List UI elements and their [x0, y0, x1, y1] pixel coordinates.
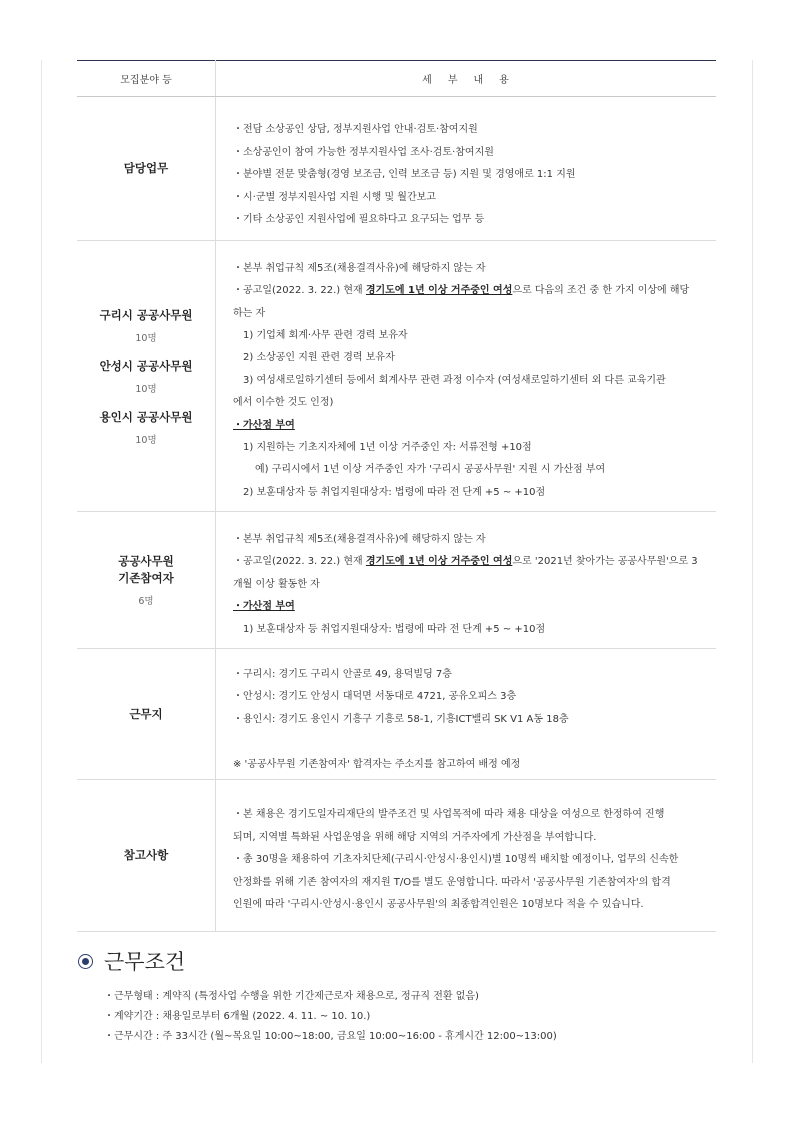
row-content [216, 780, 717, 932]
text-segment: 2) 보훈대상자 등 취업지원대상자: 법령에 따라 전 단계 +5 ~ +10점 [243, 486, 546, 498]
row-label [77, 780, 216, 932]
page-border-left [41, 60, 42, 1063]
text-segment: ・용인시: 경기도 용인시 기흥구 기흥로 58-1, 기흥ICT밸리 SK V1 A동 18층 [233, 713, 569, 725]
text-segment: ・공고일(2022. 3. 22.) 현재 [233, 556, 366, 568]
text-segment: 2) 소상공인 지원 관련 경력 보유자 [243, 352, 395, 364]
highlight-text: 경기도에 1년 이상 거주중인 여성 [365, 556, 513, 568]
table-row [77, 97, 716, 241]
row-label [77, 97, 216, 241]
content-line [233, 325, 706, 347]
text-segment: 개월 이상 활동한 자 [233, 578, 320, 590]
row-content [216, 97, 717, 241]
text-segment: ・본부 취업규칙 제5조(채용결격사유)에 해당하지 않는 자 [233, 533, 486, 545]
work-conditions-list [104, 987, 557, 1047]
text-segment: 안정화를 위해 기존 참여자의 재지원 T/O를 별도 운영합니다. 따라서 '공공사무원 기존참여자'의 합격 [233, 876, 671, 888]
content-line [233, 209, 706, 231]
row-content [216, 241, 717, 512]
content-line [233, 415, 706, 437]
content-line [233, 437, 706, 459]
row-label [77, 241, 216, 512]
category-title: 구리시 공공사무원 [99, 307, 193, 322]
content-line [233, 664, 706, 686]
headcount: 6명 [138, 596, 154, 607]
content-line [233, 280, 706, 302]
text-segment: 1) 지원하는 기초지자체에 1년 이상 거주중인 자: 서류전형 +10점 [243, 442, 532, 454]
table-row [77, 649, 716, 780]
content-line [233, 142, 706, 164]
content-line [233, 459, 706, 481]
table-row [77, 241, 716, 512]
content-line [233, 370, 706, 392]
content-line [233, 686, 706, 708]
highlight-text: 경기도에 1년 이상 거주중인 여성 [365, 285, 513, 297]
category-title: 안성시 공공사무원 [99, 358, 193, 373]
text-segment: ・기타 소상공인 지원사업에 필요하다고 요구되는 업무 등 [233, 214, 485, 226]
content-line [233, 754, 706, 776]
text-segment: 예) 구리시에서 1년 이상 거주중인 자가 '구리시 공공사무원' 지원 시 가산점 부여 [255, 464, 606, 476]
section-title: 근무조건 [104, 950, 186, 974]
content-line [233, 827, 706, 849]
headcount: 10명 [135, 332, 157, 344]
text-segment: ・시·군별 정부지원사업 지원 시행 및 월간보고 [233, 191, 436, 203]
text-segment: 인원에 따라 '구리시·안성시·용인시 공공사무원'의 최종합격인원은 10명보다 적을 수 있습니다. [233, 899, 644, 911]
text-segment: 하는 자 [233, 307, 266, 319]
header-detail: 세부내용 [216, 61, 717, 97]
text-segment: 에서 이수한 것도 인정) [233, 397, 334, 409]
headcount: 10명 [135, 434, 157, 446]
category-title: 용인시 공공사무원 [99, 409, 193, 424]
text-segment: 1) 기업체 회계·사무 관련 경력 보유자 [243, 329, 408, 341]
condition-item: ・근무시간 : 주 33시간 (월~목요일 10:00~18:00, 금요일 10:00~16:00 - 휴게시간 12:00~13:00) [104, 1031, 557, 1042]
bonus-heading: ・가산점 부여 [233, 419, 295, 431]
text-segment: ・안성시: 경기도 안성시 대덕면 서동대로 4721, 공유오피스 3층 [233, 691, 517, 703]
content-line [233, 804, 706, 826]
table-row [77, 512, 716, 649]
content-line [233, 303, 706, 325]
category-title: 공공사무원 기존참여자 [118, 554, 174, 585]
content-line [233, 482, 706, 504]
page-border-right [752, 60, 753, 1063]
header-category: 모집분야 등 [77, 61, 216, 97]
condition-item: ・계약기간 : 채용일로부터 6개월 (2022. 4. 11. ~ 10. 10.) [104, 1011, 371, 1022]
table-row [77, 780, 716, 932]
text-segment: ・구리시: 경기도 구리시 안골로 49, 용덕빌딩 7층 [233, 668, 452, 680]
content-line [233, 392, 706, 414]
content-line [233, 709, 706, 731]
row-label [77, 512, 216, 649]
content-line [233, 119, 706, 141]
text-segment: ・전담 소상공인 상담, 정부지원사업 안내·검토·참여지원 [233, 124, 478, 136]
recruitment-details-table [77, 60, 716, 932]
content-line [233, 596, 706, 618]
row-content [216, 512, 717, 649]
content-line [233, 574, 706, 596]
radio-bullet-icon [78, 954, 93, 969]
text-segment: ※ '공공사무원 기존참여자' 합격자는 주소지를 참고하여 배정 예정 [233, 758, 521, 770]
text-segment: ・본 채용은 경기도일자리재단의 발주조건 및 사업목적에 따라 채용 대상을 여성으로 한정하여 진행 [233, 809, 665, 821]
content-line [233, 187, 706, 209]
text-segment: ・분야별 전문 맞춤형(경영 보조금, 인력 보조금 등) 지원 및 경영애로 1:1 지원 [233, 169, 576, 181]
content-line [233, 551, 706, 573]
category-title: 근무지 [129, 706, 163, 721]
text-segment: 3) 여성새로일하기센터 등에서 회계사무 관련 과정 이수자 (여성새로일하기센터 외 다른 교육기관 [243, 374, 666, 386]
content-line [233, 164, 706, 186]
content-line [233, 347, 706, 369]
row-label [77, 649, 216, 780]
headcount: 10명 [135, 383, 157, 395]
table-header-row [77, 61, 716, 97]
content-line [233, 529, 706, 551]
text-segment: 1) 보훈대상자 등 취업지원대상자: 법령에 따라 전 단계 +5 ~ +10점 [243, 623, 546, 635]
text-segment: ・소상공인이 참여 가능한 정부지원사업 조사·검토·참여지원 [233, 146, 494, 158]
content-line [233, 731, 706, 753]
category-title: 담당업무 [123, 161, 169, 175]
text-segment: ・총 30명을 채용하여 기초자치단체(구리시·안성시·용인시)별 10명씩 배치할 예정이나, 업무의 신속한 [233, 854, 679, 866]
content-line [233, 894, 706, 916]
text-segment: 으로 다음의 조건 중 한 가지 이상에 해당 [512, 285, 690, 297]
content-line [233, 872, 706, 894]
text-segment: 되며, 지역별 특화된 사업운영을 위해 해당 지역의 거주자에게 가산점을 부여합니다. [233, 831, 597, 843]
content-line [233, 849, 706, 871]
bonus-heading: ・가산점 부여 [233, 601, 295, 613]
row-content [216, 649, 717, 780]
work-conditions-heading [78, 946, 185, 976]
text-segment: ・공고일(2022. 3. 22.) 현재 [233, 285, 366, 297]
condition-item: ・근무형태 : 계약직 (특정사업 수행을 위한 기간제근로자 채용으로, 정규직 전환 없음) [104, 991, 479, 1002]
category-title: 참고사항 [123, 848, 169, 862]
text-segment: ・본부 취업규칙 제5조(채용결격사유)에 해당하지 않는 자 [233, 262, 486, 274]
text-segment: 으로 '2021년 찾아가는 공공사무원'으로 3 [512, 556, 698, 568]
content-line [233, 619, 706, 641]
content-line [233, 258, 706, 280]
